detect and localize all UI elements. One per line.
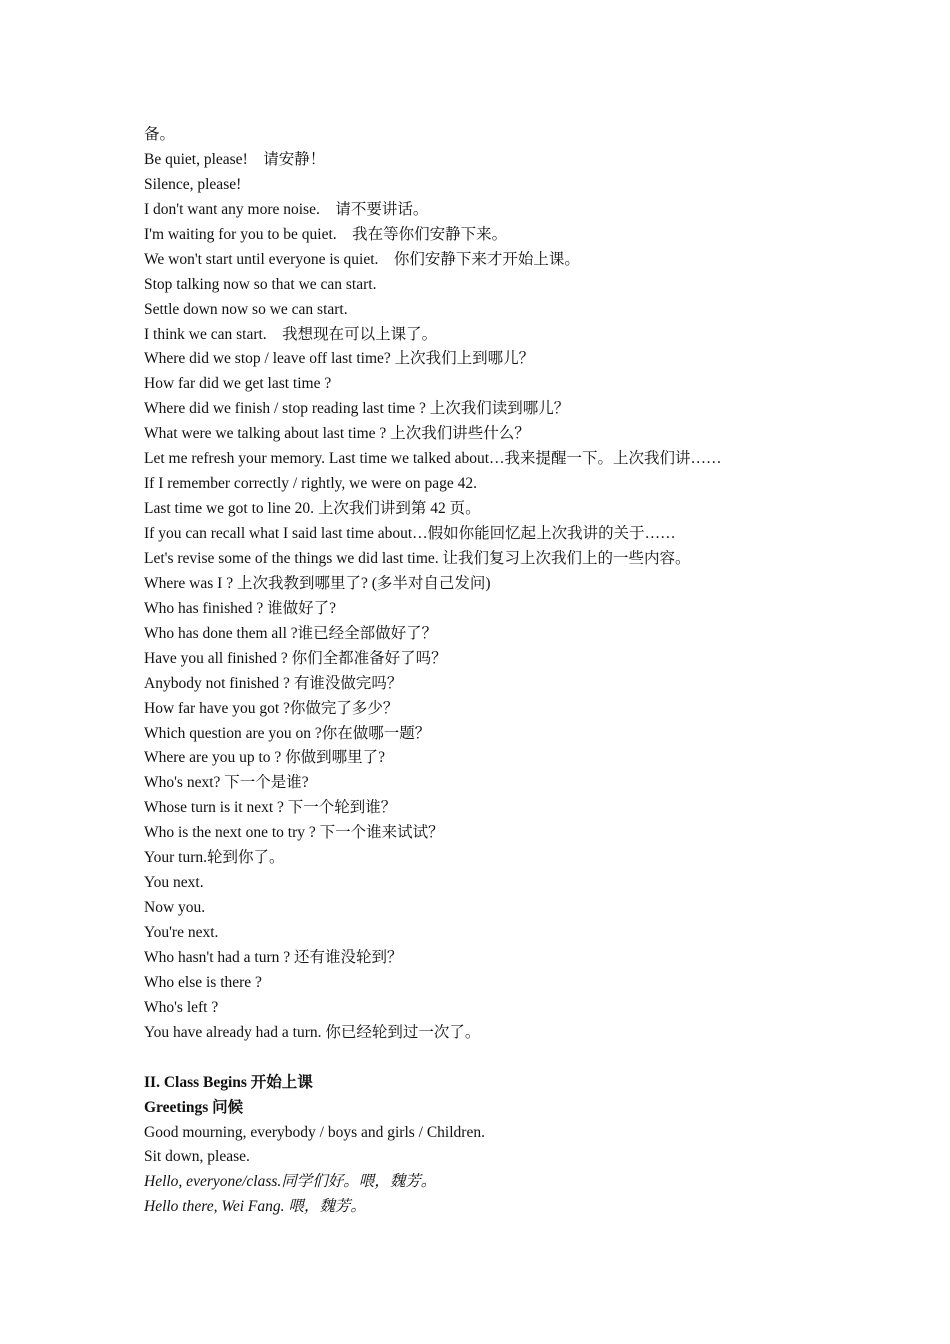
text-line: Silence, please!: [144, 175, 242, 193]
text-line: Who's left ?: [144, 998, 219, 1016]
text-line: Where did we finish / stop reading last time ? 上次我们读到哪儿？: [144, 400, 570, 418]
text-line: If I remember correctly / rightly, we were on page 42.: [144, 475, 477, 493]
text-line: I'm waiting for you to be quiet. 我在等你们安静下来。: [144, 225, 508, 243]
text-line: You're next.: [144, 924, 219, 941]
section-heading: II. Class Begins 开始上课: [144, 1073, 313, 1091]
text-line: Which question are you on ?你在做哪一题？: [144, 724, 431, 742]
text-line: Who else is there ?: [144, 973, 262, 991]
text-block-after: [144, 1121, 904, 1171]
text-line: Good mourning, everybody / boys and girls / Children.: [144, 1123, 485, 1141]
text-line: You have already had a turn. 你已经轮到过一次了。: [144, 1023, 481, 1041]
text-line: How far have you got ?你做完了多少？: [144, 699, 399, 717]
text-line: Let's revise some of the things we did last time. 让我们复习上次我们上的一些内容。: [144, 549, 691, 567]
text-line: Be quiet, please! 请安静！: [144, 150, 326, 168]
text-line: Let me refresh your memory. Last time we talked about…我来提醒一下。上次我们讲……: [144, 450, 722, 468]
text-line: Who is the next one to try ? 下一个谁来试试？: [144, 824, 444, 842]
text-line: Settle down now so we can start.: [144, 300, 348, 318]
text-line: Who hasn't had a turn ? 还有谁没轮到？: [144, 948, 403, 966]
text-line: Who has finished ? 谁做好了?: [144, 599, 336, 617]
text-line: I don't want any more noise. 请不要讲话。: [144, 200, 429, 218]
text-line: Whose turn is it next ? 下一个轮到谁？: [144, 799, 397, 817]
text-line: What were we talking about last time ? 上次我们讲些什么？: [144, 425, 530, 443]
text-line: I think we can start. 我想现在可以上课了。: [144, 325, 438, 343]
text-line: Have you all finished ? 你们全都准备好了吗？: [144, 649, 447, 667]
blank-line: [144, 1046, 904, 1071]
text-line: Your turn.轮到你了。: [144, 849, 285, 867]
text-line: Sit down, please.: [144, 1148, 250, 1166]
text-line: You next.: [144, 874, 204, 892]
text-line: Where was I ? 上次我教到哪里了? (多半对自己发问): [144, 574, 491, 592]
text-line: Hello there, Wei Fang. 喂，魏芳。: [144, 1198, 366, 1216]
text-line: If you can recall what I said last time about…假如你能回忆起上次我讲的关于……: [144, 525, 676, 542]
text-line: 备。: [144, 126, 176, 143]
text-line: Where did we stop / leave off last time? 上次我们上到哪儿？: [144, 350, 535, 368]
text-line: Anybody not finished ? 有谁没做完吗？: [144, 674, 403, 692]
text-line: Who's next? 下一个是谁?: [144, 774, 309, 792]
text-line: Now you.: [144, 899, 206, 917]
text-line: Last time we got to line 20. 上次我们讲到第 42 页。: [144, 500, 481, 518]
subheading: Greetings 问候: [144, 1098, 244, 1116]
document-body: [144, 123, 904, 1220]
text-line: We won't start until everyone is quiet. 你们安静下来才开始上课。: [144, 250, 580, 268]
text-line: Where are you up to ? 你做到哪里了?: [144, 749, 386, 767]
text-line: Stop talking now so that we can start.: [144, 275, 377, 293]
text-line: Hello, everyone/class.同学们好。喂，魏芳。: [144, 1173, 437, 1191]
text-block-before: [144, 123, 904, 1046]
text-line: How far did we get last time ?: [144, 375, 332, 393]
text-line: Who has done them all ?谁已经全部做好了？: [144, 624, 438, 642]
italic-block: [144, 1170, 904, 1220]
